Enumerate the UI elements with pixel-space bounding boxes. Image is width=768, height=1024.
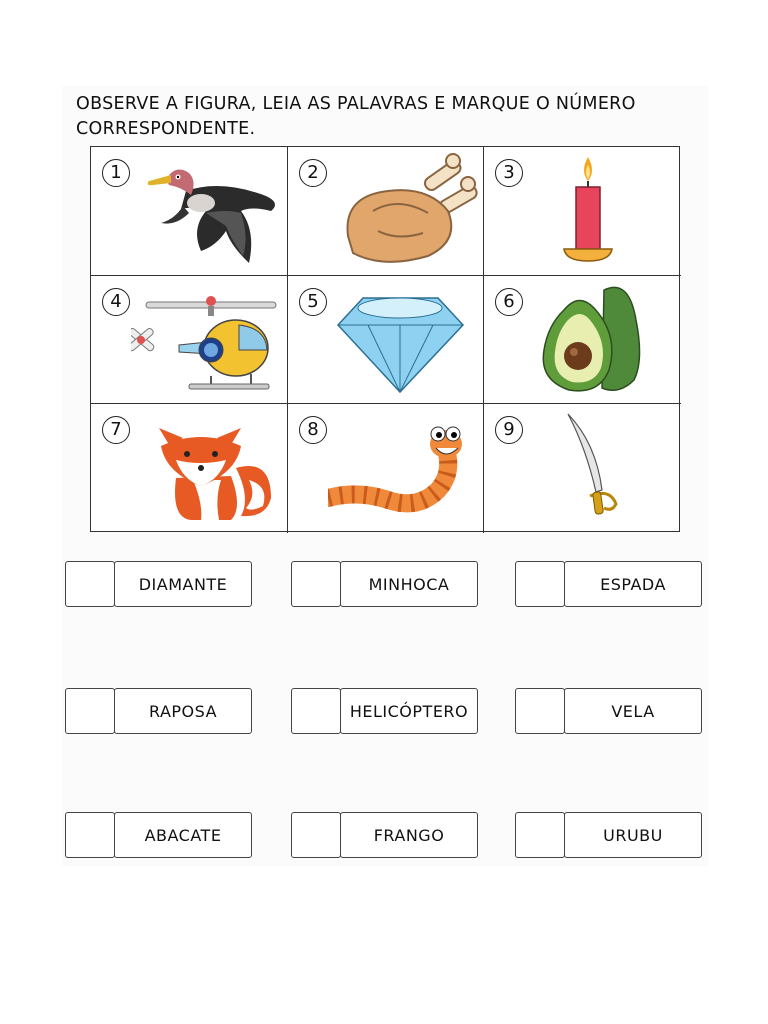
candle-icon — [524, 151, 674, 271]
word-label: HELICÓPTERO — [340, 688, 478, 734]
picture-cell-3 — [484, 147, 681, 276]
picture-cell-7 — [91, 404, 288, 533]
picture-number: 6 — [495, 288, 523, 316]
picture-cell-1 — [91, 147, 288, 276]
helicopter-icon — [131, 280, 281, 400]
picture-cell-9 — [484, 404, 681, 533]
number-answer-box[interactable] — [515, 561, 565, 607]
picture-number: 7 — [102, 416, 130, 444]
picture-number: 5 — [299, 288, 327, 316]
number-answer-box[interactable] — [515, 812, 565, 858]
sword-icon — [524, 408, 674, 528]
number-answer-box[interactable] — [65, 812, 115, 858]
word-label: RAPOSA — [114, 688, 252, 734]
avocado-icon — [524, 280, 674, 400]
fox-icon — [131, 408, 281, 528]
worm-icon — [328, 408, 478, 528]
picture-number: 9 — [495, 416, 523, 444]
word-label: MINHOCA — [340, 561, 478, 607]
word-label: URUBU — [564, 812, 702, 858]
answer-row — [0, 561, 768, 609]
picture-number: 8 — [299, 416, 327, 444]
diamond-icon — [328, 280, 478, 400]
word-label: ESPADA — [564, 561, 702, 607]
answer-row — [0, 688, 768, 736]
word-label: DIAMANTE — [114, 561, 252, 607]
number-answer-box[interactable] — [515, 688, 565, 734]
picture-cell-8 — [288, 404, 484, 533]
picture-grid — [90, 146, 680, 532]
picture-number: 1 — [102, 159, 130, 187]
roast-chicken-icon — [328, 151, 478, 271]
answer-row — [0, 812, 768, 860]
picture-number: 3 — [495, 159, 523, 187]
picture-cell-6 — [484, 276, 681, 404]
number-answer-box[interactable] — [65, 561, 115, 607]
word-label: ABACATE — [114, 812, 252, 858]
instruction-text: OBSERVE A FIGURA, LEIA AS PALAVRAS E MARQUE O NÚMERO CORRESPONDENTE. — [76, 94, 636, 139]
picture-cell-4 — [91, 276, 288, 404]
number-answer-box[interactable] — [65, 688, 115, 734]
word-label: FRANGO — [340, 812, 478, 858]
picture-number: 4 — [102, 288, 130, 316]
number-answer-box[interactable] — [291, 688, 341, 734]
number-answer-box[interactable] — [291, 812, 341, 858]
picture-cell-2 — [288, 147, 484, 276]
picture-cell-5 — [288, 276, 484, 404]
vulture-icon — [131, 151, 281, 271]
number-answer-box[interactable] — [291, 561, 341, 607]
picture-number: 2 — [299, 159, 327, 187]
word-label: VELA — [564, 688, 702, 734]
